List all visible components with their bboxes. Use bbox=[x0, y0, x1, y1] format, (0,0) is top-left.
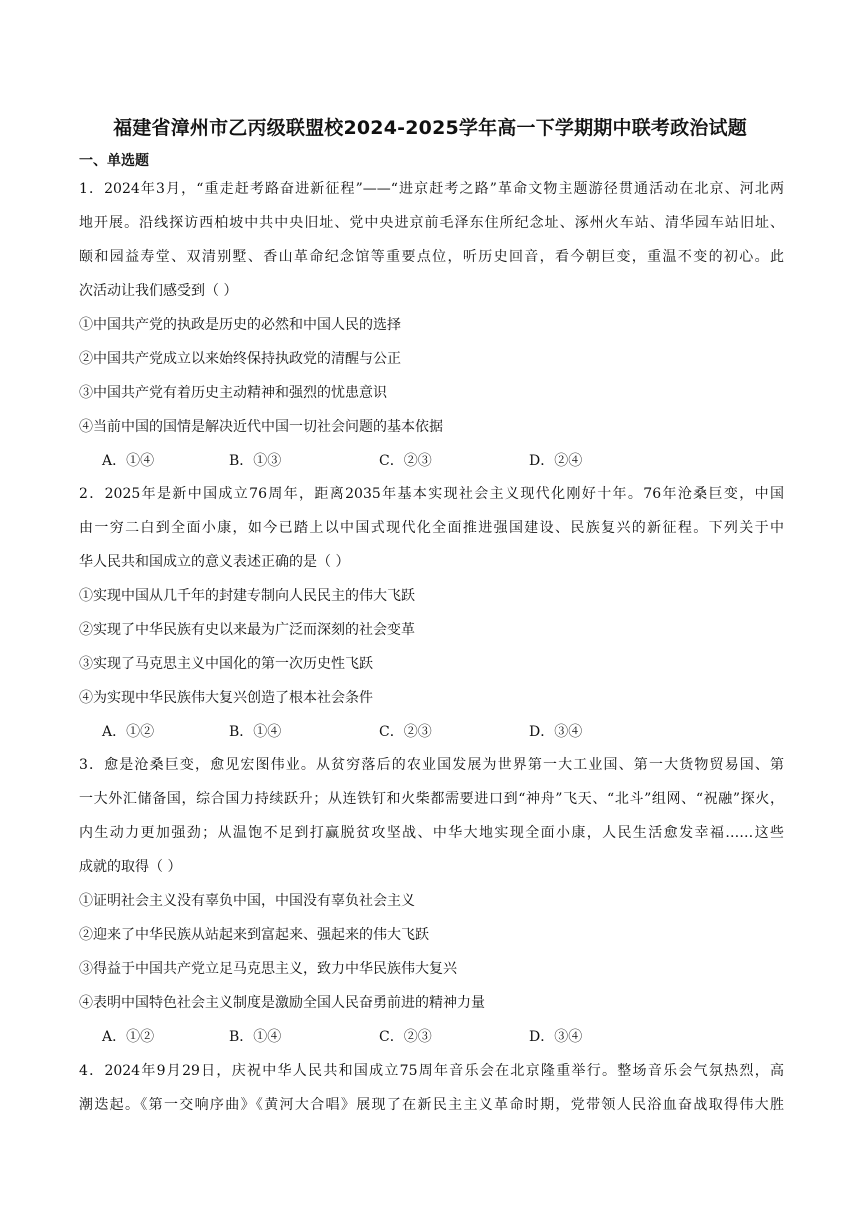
option-a: A．①② bbox=[102, 1029, 155, 1045]
option-b: B．①④ bbox=[229, 724, 282, 740]
option-c: C．②③ bbox=[379, 453, 432, 469]
statement-item: ③得益于中国共产党立足马克思主义，致力中华民族伟大复兴 bbox=[79, 961, 457, 977]
option-a: A．①④ bbox=[102, 453, 155, 469]
statement-item: ④表明中国特色社会主义制度是激励全国人民奋勇前进的精神力量 bbox=[79, 995, 485, 1011]
question-stem-line: 4．2024年9月29日，庆祝中华人民共和国成立75周年音乐会在北京隆重举行。整场音乐会气氛热烈，高 bbox=[79, 1063, 784, 1079]
option-d: D．③④ bbox=[529, 1029, 583, 1045]
question-stem-line: 成就的取得（ ） bbox=[79, 859, 182, 875]
option-d: D．③④ bbox=[529, 724, 583, 740]
statement-item: ②中国共产党成立以来始终保持执政党的清醒与公正 bbox=[79, 351, 401, 367]
question-stem-line: 次活动让我们感受到（ ） bbox=[79, 283, 238, 299]
option-b: B．①③ bbox=[229, 453, 282, 469]
statement-item: ②实现了中华民族有史以来最为广泛而深刻的社会变革 bbox=[79, 622, 415, 638]
statement-item: ①证明社会主义没有辜负中国，中国没有辜负社会主义 bbox=[79, 893, 415, 909]
option-b: B．①④ bbox=[229, 1029, 282, 1045]
statement-item: ④当前中国的国情是解决近代中国一切社会问题的基本依据 bbox=[79, 419, 443, 435]
document-title: 福建省漳州市乙丙级联盟校2024-2025学年高一下学期期中联考政治试题 bbox=[113, 117, 747, 139]
statement-item: ③中国共产党有着历史主动精神和强烈的忧患意识 bbox=[79, 385, 387, 401]
question-stem-line: 由一穷二白到全面小康，如今已踏上以中国式现代化全面推进强国建设、民族复兴的新征程。下列关于中 bbox=[79, 520, 784, 536]
question-stem-line: 2．2025年是新中国成立76周年，距离2035年基本实现社会主义现代化刚好十年。76年沧桑巨变，中国 bbox=[79, 486, 784, 502]
question-stem-line: 一大外汇储备国，综合国力持续跃升；从连铁钉和火柴都需要进口到“神舟”飞天、“北斗”组网、“祝融”探火， bbox=[79, 791, 784, 807]
statement-item: ①实现中国从几千年的封建专制向人民民主的伟大飞跃 bbox=[79, 588, 415, 604]
option-c: C．②③ bbox=[379, 724, 432, 740]
question-stem-line: 潮迭起。《第一交响序曲》《黄河大合唱》展现了在新民主主义革命时期，党带领人民浴血奋战取得伟大胜 bbox=[79, 1097, 784, 1113]
question-stem-line: 华人民共和国成立的意义表述正确的是（ ） bbox=[79, 554, 350, 570]
question-stem-line: 内生动力更加强劲；从温饱不足到打赢脱贫攻坚战、中华大地实现全面小康，人民生活愈发幸福……这些 bbox=[79, 825, 784, 841]
option-c: C．②③ bbox=[379, 1029, 432, 1045]
section-heading: 一、单选题 bbox=[79, 153, 149, 169]
question-stem-line: 地开展。沿线探访西柏坡中共中央旧址、党中央进京前毛泽东住所纪念址、涿州火车站、清华园车站旧址、 bbox=[79, 215, 784, 231]
option-a: A．①② bbox=[102, 724, 155, 740]
statement-item: ④为实现中华民族伟大复兴创造了根本社会条件 bbox=[79, 690, 373, 706]
statement-item: ③实现了马克思主义中国化的第一次历史性飞跃 bbox=[79, 656, 373, 672]
option-d: D．②④ bbox=[529, 453, 583, 469]
question-stem-line: 3．愈是沧桑巨变，愈见宏图伟业。从贫穷落后的农业国发展为世界第一大工业国、第一大货物贸易国、第 bbox=[79, 757, 784, 773]
question-stem-line: 1．2024年3月，“重走赶考路奋进新征程”——“进京赶考之路”革命文物主题游径贯通活动在北京、河北两 bbox=[79, 181, 784, 197]
statement-item: ②迎来了中华民族从站起来到富起来、强起来的伟大飞跃 bbox=[79, 927, 429, 943]
statement-item: ①中国共产党的执政是历史的必然和中国人民的选择 bbox=[79, 317, 401, 333]
question-stem-line: 颐和园益寿堂、双清别墅、香山革命纪念馆等重要点位，听历史回音，看今朝巨变，重温不变的初心。此 bbox=[79, 249, 784, 265]
